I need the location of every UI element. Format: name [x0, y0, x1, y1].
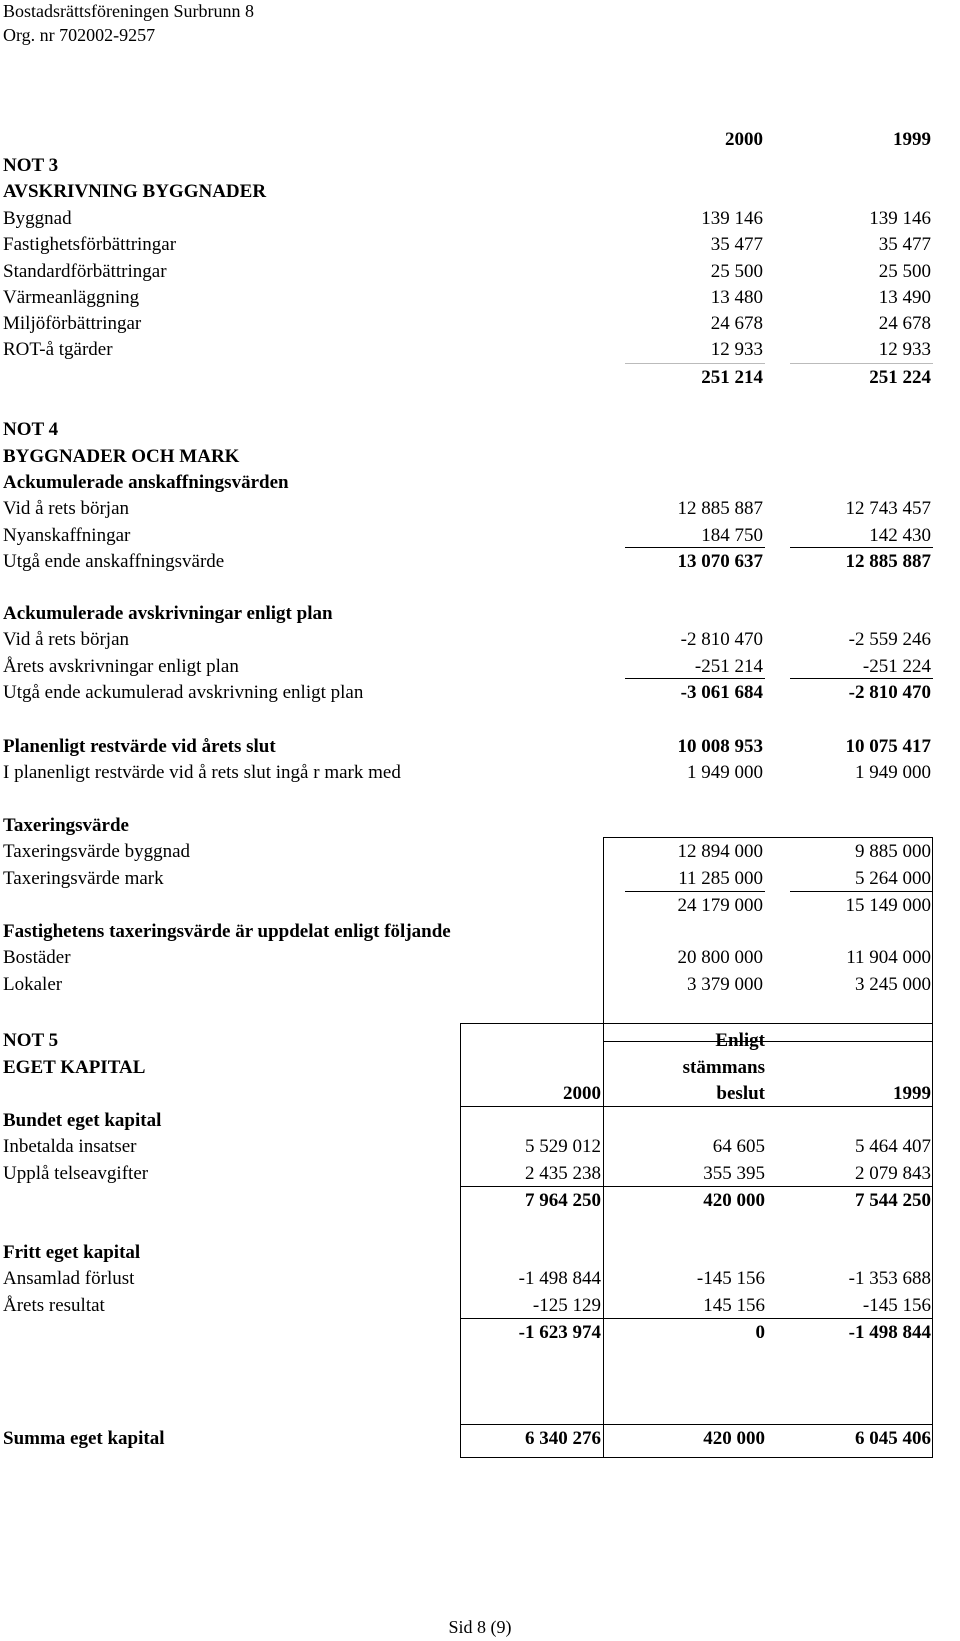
- dep-row-v2: -251 224: [862, 656, 931, 677]
- land-v2: 1 949 000: [855, 762, 931, 783]
- not3-row-v2: 139 146: [869, 208, 931, 229]
- split-row-label: Lokaler: [3, 974, 63, 995]
- not3-row-label: Värmeanläggning: [3, 287, 140, 308]
- col-c-header: 1999: [893, 1083, 931, 1104]
- not3-row-v1: 12 933: [710, 339, 763, 360]
- free-row-label: Ansamlad förlust: [3, 1268, 135, 1289]
- tax-box-right: [932, 837, 933, 1042]
- not3-row-v1: 13 480: [710, 287, 763, 308]
- dep-total-v2: -2 810 470: [848, 682, 931, 703]
- acq-row-label: Vid å rets början: [3, 498, 130, 519]
- not3-row-v1: 25 500: [710, 261, 763, 282]
- not3-row-v2: 24 678: [878, 313, 931, 334]
- not3-row-v2: 25 500: [878, 261, 931, 282]
- free-row-a: -125 129: [532, 1295, 601, 1316]
- dep-total-v1: -3 061 684: [680, 682, 763, 703]
- not3-row-v1: 24 678: [710, 313, 763, 334]
- not3-row-label: Byggnad: [3, 208, 72, 229]
- bound-row-c: 5 464 407: [855, 1136, 931, 1157]
- free-row-c: -1 353 688: [848, 1268, 931, 1289]
- equity-header-rule: [460, 1106, 933, 1107]
- year-col-2: 1999: [893, 129, 931, 150]
- sum-b: 420 000: [703, 1428, 765, 1449]
- equity-box-bottom: [460, 1457, 933, 1458]
- equity-box-right: [932, 1023, 933, 1458]
- free-heading: Fritt eget kapital: [3, 1242, 141, 1263]
- equity-col-divider: [603, 1023, 604, 1458]
- land-label: I planenligt restvärde vid å rets slut ingå r mark med: [3, 762, 401, 783]
- bound-row-label: Upplå telseavgifter: [3, 1163, 149, 1184]
- not5-heading: EGET KAPITAL: [3, 1057, 146, 1078]
- free-total-b: 0: [755, 1322, 765, 1343]
- split-heading: Fastighetens taxeringsvärde är uppdelat enligt följande: [3, 921, 451, 942]
- tax-row-v1: 12 894 000: [677, 841, 763, 862]
- not3-row-v1: 35 477: [710, 234, 763, 255]
- acq-row-label: Nyanskaffningar: [3, 525, 131, 546]
- dep-total-label: Utgå ende ackumulerad avskrivning enligt plan: [3, 682, 364, 703]
- not4-heading: BYGGNADER OCH MARK: [3, 446, 240, 467]
- sum-c: 6 045 406: [855, 1428, 931, 1449]
- tax-total-v2: 15 149 000: [845, 895, 931, 916]
- acq-heading: Ackumulerade anskaffningsvärden: [3, 472, 289, 493]
- not3-row-label: Miljöförbättringar: [3, 313, 142, 334]
- bound-row-c: 2 079 843: [855, 1163, 931, 1184]
- not3-row-v2: 12 933: [878, 339, 931, 360]
- residual-v2: 10 075 417: [845, 736, 931, 757]
- equity-box-top: [460, 1023, 933, 1024]
- not5-title: NOT 5: [3, 1030, 59, 1051]
- acq-total-label: Utgå ende anskaffningsvärde: [3, 551, 225, 572]
- free-total-c: -1 498 844: [848, 1322, 931, 1343]
- tax-row-label: Taxeringsvärde mark: [3, 868, 164, 889]
- dep-row-v1: -2 810 470: [680, 629, 763, 650]
- free-row-a: -1 498 844: [518, 1268, 601, 1289]
- residual-label: Planenligt restvärde vid årets slut: [3, 736, 276, 757]
- dep-row-label: Vid å rets början: [3, 629, 130, 650]
- acq-total-v2: 12 885 887: [845, 551, 931, 572]
- col-b-line3: beslut: [716, 1083, 765, 1104]
- tax-row-v2: 9 885 000: [855, 841, 931, 862]
- acq-row-v1: 12 885 887: [677, 498, 763, 519]
- residual-v1: 10 008 953: [677, 736, 763, 757]
- free-row-b: -145 156: [696, 1268, 765, 1289]
- sum-label: Summa eget kapital: [3, 1428, 165, 1449]
- dep-heading: Ackumulerade avskrivningar enligt plan: [3, 603, 333, 624]
- tax-heading: Taxeringsvärde: [3, 815, 129, 836]
- dep-row-v2: -2 559 246: [848, 629, 931, 650]
- tax-row-v1: 11 285 000: [678, 868, 763, 889]
- not3-row-label: Fastighetsförbättringar: [3, 234, 177, 255]
- not3-total-v1: 251 214: [701, 367, 763, 388]
- free-total-a: -1 623 974: [518, 1322, 601, 1343]
- dep-row-v1: -251 214: [694, 656, 763, 677]
- bound-row-a: 2 435 238: [525, 1163, 601, 1184]
- bound-total-a: 7 964 250: [525, 1190, 601, 1211]
- free-row-c: -145 156: [862, 1295, 931, 1316]
- bound-row-b: 64 605: [712, 1136, 765, 1157]
- acq-row-v2: 12 743 457: [845, 498, 931, 519]
- land-v1: 1 949 000: [687, 762, 763, 783]
- not3-total-v2: 251 224: [869, 367, 931, 388]
- year-col-1: 2000: [725, 129, 763, 150]
- page-number: Sid 8 (9): [448, 1617, 512, 1637]
- split-row-v2: 3 245 000: [855, 974, 931, 995]
- bound-row-b: 355 395: [703, 1163, 765, 1184]
- tax-row-v2: 5 264 000: [855, 868, 931, 889]
- not3-row-v2: 35 477: [878, 234, 931, 255]
- col-b-line1: Enligt: [715, 1030, 765, 1051]
- bound-heading: Bundet eget kapital: [3, 1110, 162, 1131]
- tax-total-v1: 24 179 000: [677, 895, 763, 916]
- col-a-header: 2000: [563, 1083, 601, 1104]
- acq-total-v1: 13 070 637: [677, 551, 763, 572]
- org-number: Org. nr 702002-9257: [3, 25, 156, 45]
- split-row-v1: 20 800 000: [677, 947, 763, 968]
- not3-row-label: Standardförbättringar: [3, 261, 167, 282]
- bound-total-c: 7 544 250: [855, 1190, 931, 1211]
- not4-title: NOT 4: [3, 419, 59, 440]
- not3-title: NOT 3: [3, 155, 59, 176]
- bound-row-a: 5 529 012: [525, 1136, 601, 1157]
- free-row-b: 145 156: [703, 1295, 765, 1316]
- sum-a: 6 340 276: [525, 1428, 601, 1449]
- bound-row-label: Inbetalda insatser: [3, 1136, 137, 1157]
- split-row-label: Bostäder: [3, 947, 71, 968]
- bound-total-b: 420 000: [703, 1190, 765, 1211]
- tax-row-label: Taxeringsvärde byggnad: [3, 841, 191, 862]
- acq-row-v2: 142 430: [869, 525, 931, 546]
- not3-heading: AVSKRIVNING BYGGNADER: [3, 181, 267, 202]
- org-name: Bostadsrättsföreningen Surbrunn 8: [3, 1, 254, 21]
- not3-row-label: ROT-å tgärder: [3, 339, 113, 360]
- dep-row-label: Årets avskrivningar enligt plan: [3, 656, 239, 677]
- split-row-v1: 3 379 000: [687, 974, 763, 995]
- col-b-line2: stämmans: [682, 1057, 765, 1078]
- not3-row-v1: 139 146: [701, 208, 763, 229]
- not3-row-v2: 13 490: [878, 287, 931, 308]
- split-row-v2: 11 904 000: [846, 947, 931, 968]
- free-row-label: Årets resultat: [3, 1295, 105, 1316]
- acq-row-v1: 184 750: [701, 525, 763, 546]
